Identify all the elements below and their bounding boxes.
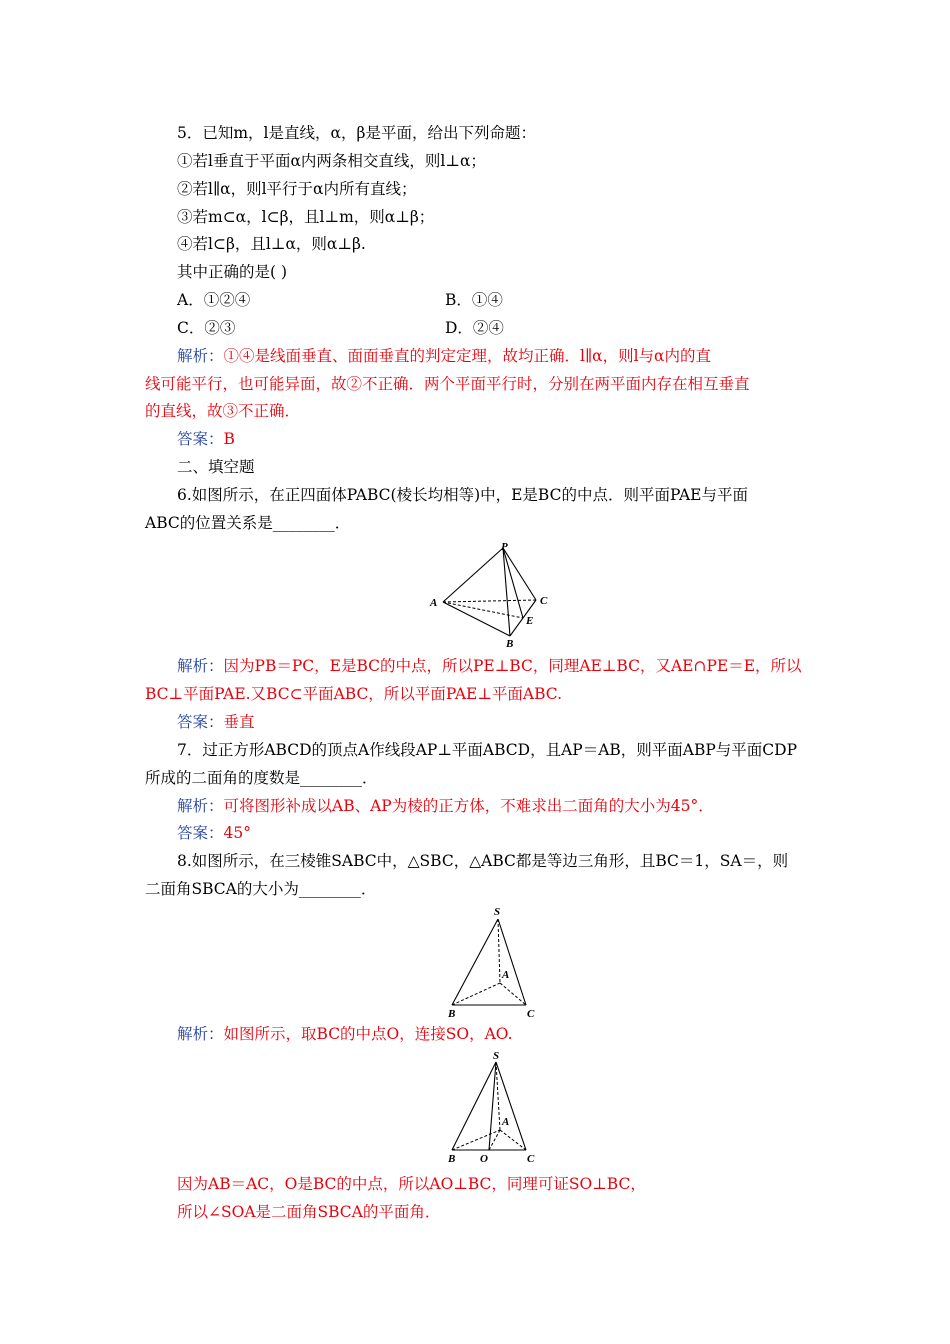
label-c: C xyxy=(527,1153,535,1165)
label-o: O xyxy=(480,1153,488,1165)
q7-stem-line-2: 所成的二面角的度数是________． xyxy=(145,769,378,787)
label-a: A xyxy=(430,597,438,609)
q5-explanation-line-1 xyxy=(177,346,711,366)
label-c: C xyxy=(540,595,548,607)
q5-option-d: D．②④ xyxy=(445,319,504,337)
q8-stem-line-2: 二面角SBCA的大小为________． xyxy=(145,880,377,898)
explanation-label: 解析： xyxy=(177,347,224,365)
answer-value: 45° xyxy=(223,824,251,842)
q8-explanation-line-3: 所以∠SOA是二面角SBCA的平面角． xyxy=(177,1203,441,1221)
answer-label: 答案： xyxy=(177,430,224,448)
q5-answer xyxy=(177,429,235,449)
q5-proposition-4: ④若l⊂β，且l⊥α，则α⊥β. xyxy=(177,235,366,253)
q6-answer xyxy=(177,712,255,732)
q7-stem-line-1: 7．过正方形ABCD的顶点A作线段AP⊥平面ABCD，且AP＝AB，则平面ABP与平面CDP xyxy=(177,741,798,759)
label-p: P xyxy=(501,541,508,553)
explanation-label: 解析： xyxy=(177,797,224,815)
label-s: S xyxy=(494,906,501,918)
q6-explanation-line-1 xyxy=(177,656,802,676)
q5-stem: 5．已知m，l是直线，α，β是平面，给出下列命题： xyxy=(177,124,536,142)
label-a: A xyxy=(502,1116,510,1128)
q6-stem-line-1: 6.如图所示，在正四面体PABC(棱长均相等)中，E是BC的中点．则平面PAE与平面 xyxy=(177,486,748,504)
explanation-text: ①④是线面垂直、面面垂直的判定定理，故均正确．l∥α，则l与α内的直 xyxy=(223,347,712,365)
answer-value: B xyxy=(223,430,235,448)
q5-question: 其中正确的是( ) xyxy=(177,263,288,281)
q8-explanation-line-1 xyxy=(177,1024,513,1044)
explanation-text: 如图所示，取BC的中点O，连接SO，AO. xyxy=(223,1025,513,1043)
q8-explanation-line-2: 因为AB＝AC，O是BC的中点，所以AO⊥BC，同理可证SO⊥BC， xyxy=(177,1175,646,1193)
label-e: E xyxy=(526,615,534,627)
tetrahedron-pabc-figure xyxy=(428,540,558,650)
section-heading: 二、填空题 xyxy=(177,458,255,476)
explanation-text: 因为PB＝PC，E是BC的中点，所以PE⊥BC，同理AE⊥BC，又AE∩PE＝E，所以 xyxy=(223,657,802,675)
explanation-text: 可将图形补成以AB、AP为棱的正方体，不难求出二面角的大小为45°． xyxy=(223,797,714,815)
q5-option-b: B．①④ xyxy=(445,291,503,309)
q7-explanation xyxy=(177,796,714,816)
q8-stem-line-1: 8.如图所示，在三棱锥SABC中，△SBC，△ABC都是等边三角形，且BC＝1，SA＝，则 xyxy=(177,852,789,870)
q5-proposition-1: ①若l垂直于平面α内两条相交直线，则l⊥α； xyxy=(177,152,486,170)
label-c: C xyxy=(527,1008,535,1020)
explanation-label: 解析： xyxy=(177,657,224,675)
label-b: B xyxy=(506,638,514,650)
label-a: A xyxy=(502,969,510,981)
answer-value: 垂直 xyxy=(223,713,255,731)
q7-answer xyxy=(177,823,251,843)
answer-label: 答案： xyxy=(177,713,224,731)
label-b: B xyxy=(448,1008,456,1020)
pyramid-sabc-with-midpoint-figure xyxy=(440,1050,550,1168)
q5-proposition-2: ②若l∥α，则l平行于α内所有直线； xyxy=(177,180,417,198)
q6-explanation-line-2: BC⊥平面PAE.又BC⊂平面ABC，所以平面PAE⊥平面ABC. xyxy=(145,685,563,703)
explanation-label: 解析： xyxy=(177,1025,224,1043)
q5-explanation-line-3: 的直线，故③不正确． xyxy=(145,402,301,420)
pyramid-sabc-figure xyxy=(440,905,550,1020)
answer-label: 答案： xyxy=(177,824,224,842)
q5-proposition-3: ③若m⊂α，l⊂β，且l⊥m，则α⊥β； xyxy=(177,208,435,226)
q5-option-c: C．②③ xyxy=(177,319,236,337)
q5-explanation-line-2: 线可能平行，也可能异面，故②不正确．两个平面平行时，分别在两平面内存在相互垂直 xyxy=(145,375,750,393)
q5-option-a: A．①②④ xyxy=(177,291,251,309)
label-b: B xyxy=(448,1153,456,1165)
q6-stem-line-2: ABC的位置关系是________． xyxy=(145,514,351,532)
label-s: S xyxy=(493,1050,500,1062)
